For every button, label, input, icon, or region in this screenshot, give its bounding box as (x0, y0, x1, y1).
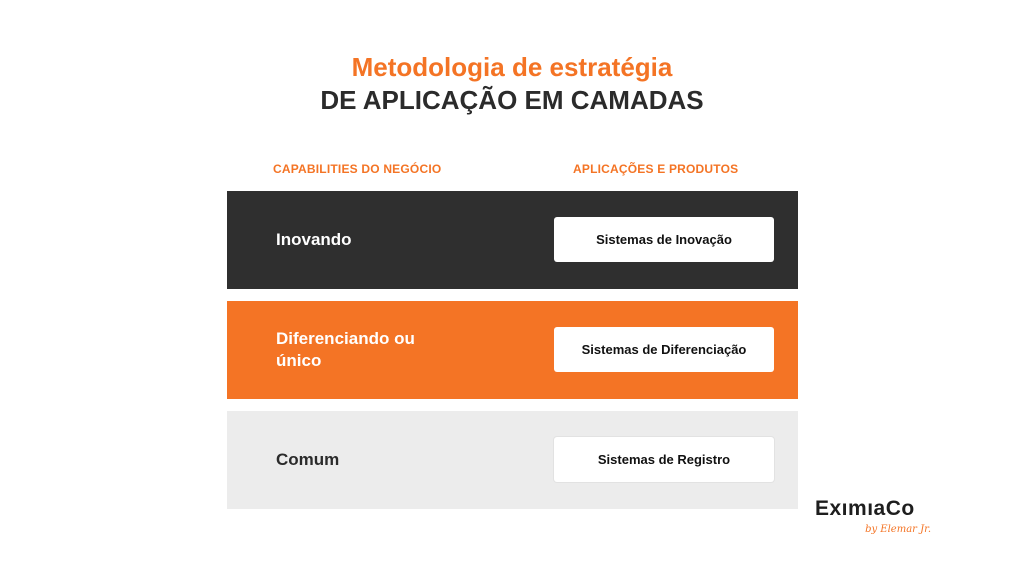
diagram-subtitle: DE APLICAÇÃO EM CAMADAS (320, 85, 704, 115)
layer-label: Comum (276, 450, 340, 469)
layer-innovation (227, 191, 798, 289)
system-box: Sistemas de Inovação (554, 217, 774, 262)
layer-differentiation (227, 301, 798, 399)
system-box: Sistemas de Registro (554, 437, 774, 482)
diagram-title: Metodologia de estratégia (351, 52, 673, 82)
system-box: Sistemas de Diferenciação (554, 327, 774, 372)
logo-byline: by Elemar Jr. (865, 524, 931, 535)
layer-label: Diferenciando ou único (276, 329, 415, 370)
logo-wordmark: ExımıaCo (815, 497, 915, 520)
eximiaco-logo (815, 497, 935, 543)
column-header-applications: APLICAÇÕES E PRODUTOS (573, 162, 739, 176)
layer-common (227, 411, 798, 509)
column-header-capabilities: CAPABILITIES DO NEGÓCIO (273, 162, 442, 176)
layer-label: Inovando (276, 230, 352, 249)
